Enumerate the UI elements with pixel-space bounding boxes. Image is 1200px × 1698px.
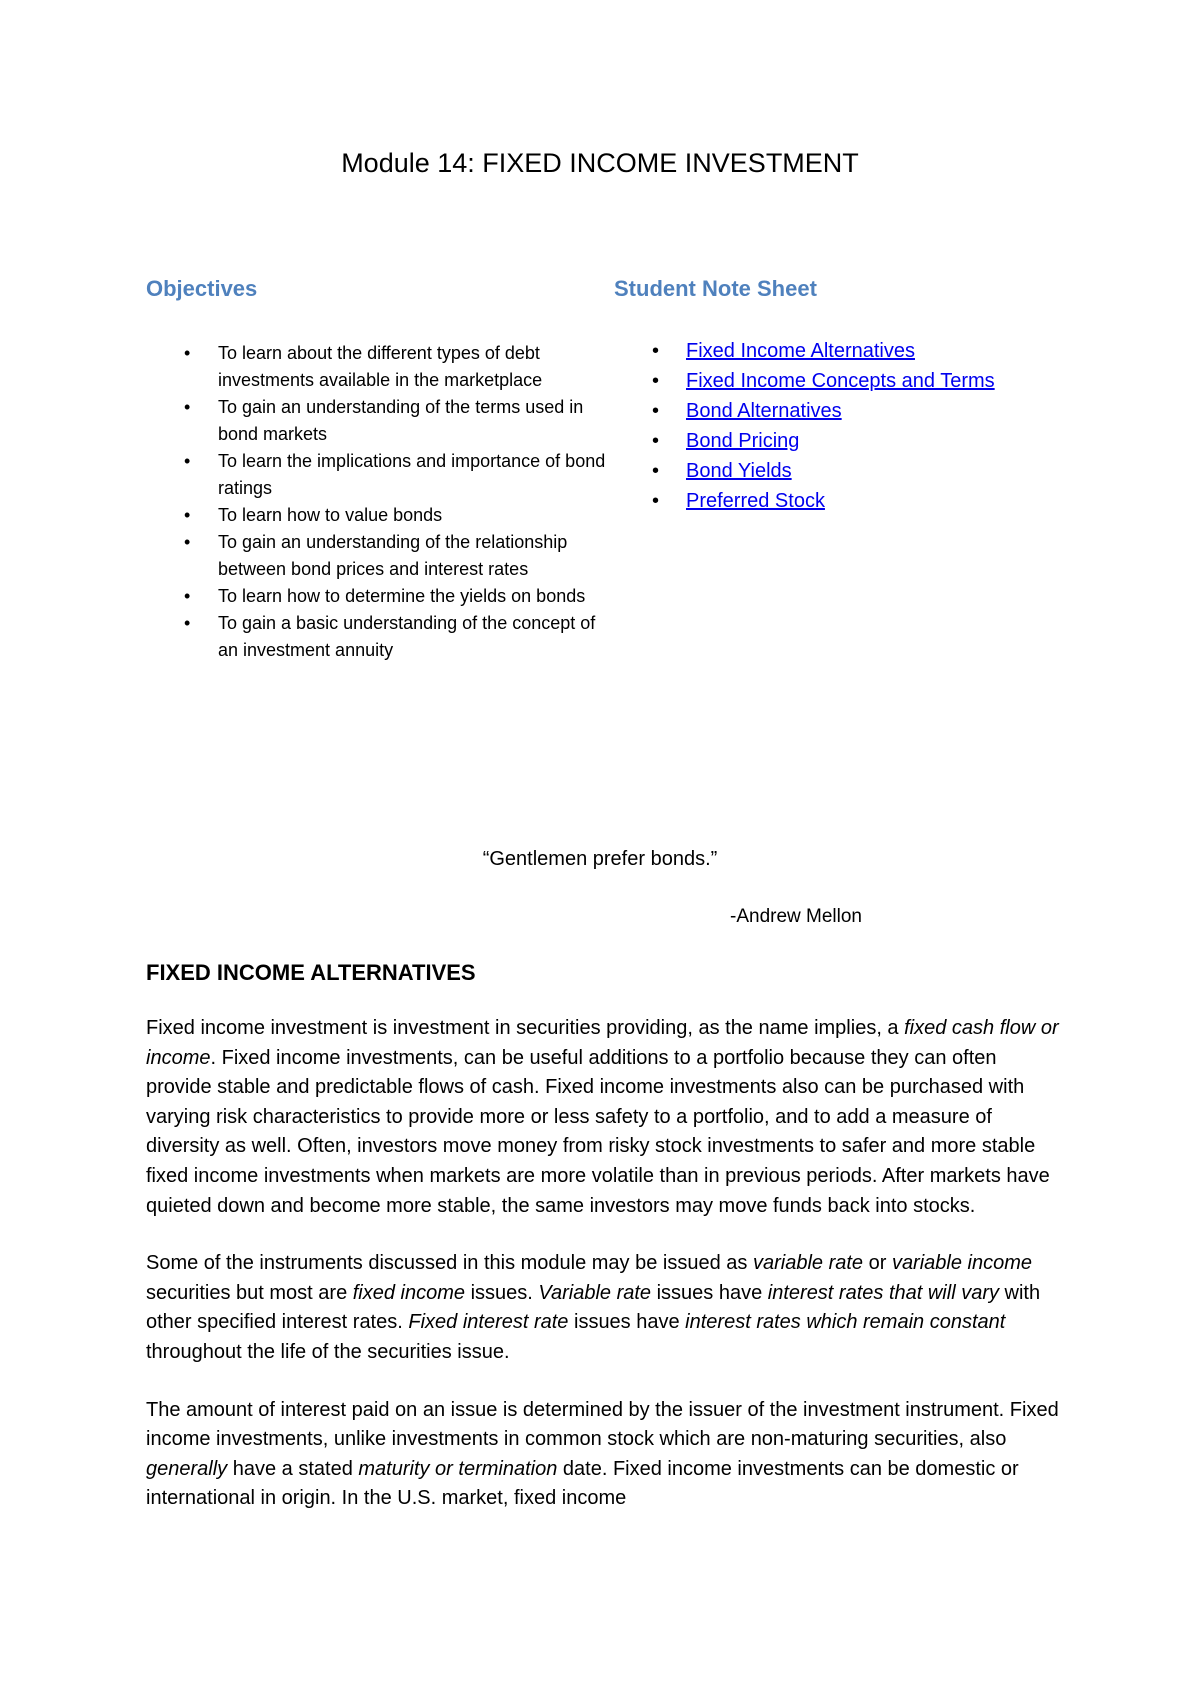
note-sheet-links <box>614 336 1074 516</box>
paragraph-3 <box>146 1396 1064 1514</box>
text-run: issues have <box>568 1311 686 1334</box>
text-run: securities but most are <box>146 1281 353 1304</box>
objectives-heading: Objectives <box>146 276 258 301</box>
text-run: have a stated <box>227 1457 359 1480</box>
italic-run: generally <box>146 1457 228 1480</box>
objective-item: • To gain an understanding of the relationship between bond prices and interest rates <box>146 529 606 583</box>
quote-author: -Andrew Mellon <box>730 906 862 927</box>
link-fixed-income-concepts-and-terms[interactable]: Fixed Income Concepts and Terms <box>686 370 995 392</box>
paragraph-2 <box>146 1249 1064 1367</box>
italic-run: variable rate <box>752 1252 864 1275</box>
note-sheet-heading: Student Note Sheet <box>614 276 817 301</box>
objective-item: • To learn how to determine the yields on bonds <box>146 583 606 610</box>
fixed-income-alternatives-section <box>146 960 1064 1542</box>
text-run: The amount of interest paid on an issue is determined by the issuer of the investment instrument. Fixed income investments, unlike investments in common stock which are non-maturing securities, also <box>146 1398 1059 1451</box>
page-title: Module 14: FIXED INCOME INVESTMENT <box>341 148 859 178</box>
link-bond-pricing[interactable]: Bond Pricing <box>686 430 800 452</box>
italic-run: variable income <box>891 1252 1033 1275</box>
objective-item: • To learn about the different types of debt investments available in the marketplace <box>146 340 606 394</box>
note-link-item <box>614 456 1074 486</box>
note-link-item <box>614 396 1074 426</box>
note-link-item <box>614 486 1074 516</box>
text-run: Some of the instruments discussed in this module may be issued as <box>146 1252 753 1275</box>
italic-run: maturity or termination <box>358 1457 558 1480</box>
italic-run: Fixed interest rate <box>408 1311 569 1334</box>
link-bond-alternatives[interactable]: Bond Alternatives <box>686 400 842 422</box>
objective-item: • To learn how to value bonds <box>146 502 606 529</box>
text-run: Fixed income investment is investment in securities providing, as the name implies, a <box>146 1017 905 1039</box>
text-run: issues have <box>651 1281 768 1304</box>
text-run: with other specified interest rates. <box>146 1281 1041 1334</box>
objective-item: • To gain a basic understanding of the concept of an investment annuity <box>146 610 606 664</box>
link-fixed-income-alternatives[interactable]: Fixed Income Alternatives <box>686 340 915 362</box>
text-run: . Fixed income investments, can be useful additions to a portfolio because they can often provide stable and predictable flows of cash. Fixed income investments also can be purchased with varying risk characteristics to provide more or less safety to a portfolio, and to add a measure of diversity as well. Often, investors move money from risky stock investments to safer and more stable fixed income investments when markets are more volatile than in previous periods. After markets have quieted down and become more stable, the same investors may move funds back into stocks. <box>146 1046 1050 1217</box>
paragraph-1 <box>146 1014 1064 1221</box>
note-link-item <box>614 366 1074 396</box>
section-heading: FIXED INCOME ALTERNATIVES <box>146 960 476 985</box>
text-run: issues. <box>465 1281 539 1304</box>
italic-run: Variable rate <box>538 1281 652 1304</box>
text-run: or <box>863 1252 892 1275</box>
note-sheet-column <box>614 276 1074 516</box>
text-run: date. Fixed income investments can be domestic or international in origin. In the U.S. market, fixed income <box>146 1457 1019 1510</box>
link-preferred-stock[interactable]: Preferred Stock <box>686 490 825 512</box>
note-link-item <box>614 426 1074 456</box>
link-bond-yields[interactable]: Bond Yields <box>686 460 792 482</box>
objective-item: • To gain an understanding of the terms used in bond markets <box>146 394 606 448</box>
quote-text: “Gentlemen prefer bonds.” <box>482 848 718 870</box>
italic-run: fixed income <box>352 1281 466 1304</box>
italic-run: interest rates that will vary <box>767 1281 999 1304</box>
italic-run: fixed cash flow or income <box>146 1017 1059 1069</box>
note-link-item <box>614 336 1074 366</box>
italic-run: interest rates which remain constant <box>685 1311 1006 1334</box>
text-run: throughout the life of the securities issue. <box>146 1340 510 1363</box>
objectives-column <box>146 276 606 664</box>
objective-item: • To learn the implications and importance of bond ratings <box>146 448 606 502</box>
objectives-list <box>146 340 606 664</box>
